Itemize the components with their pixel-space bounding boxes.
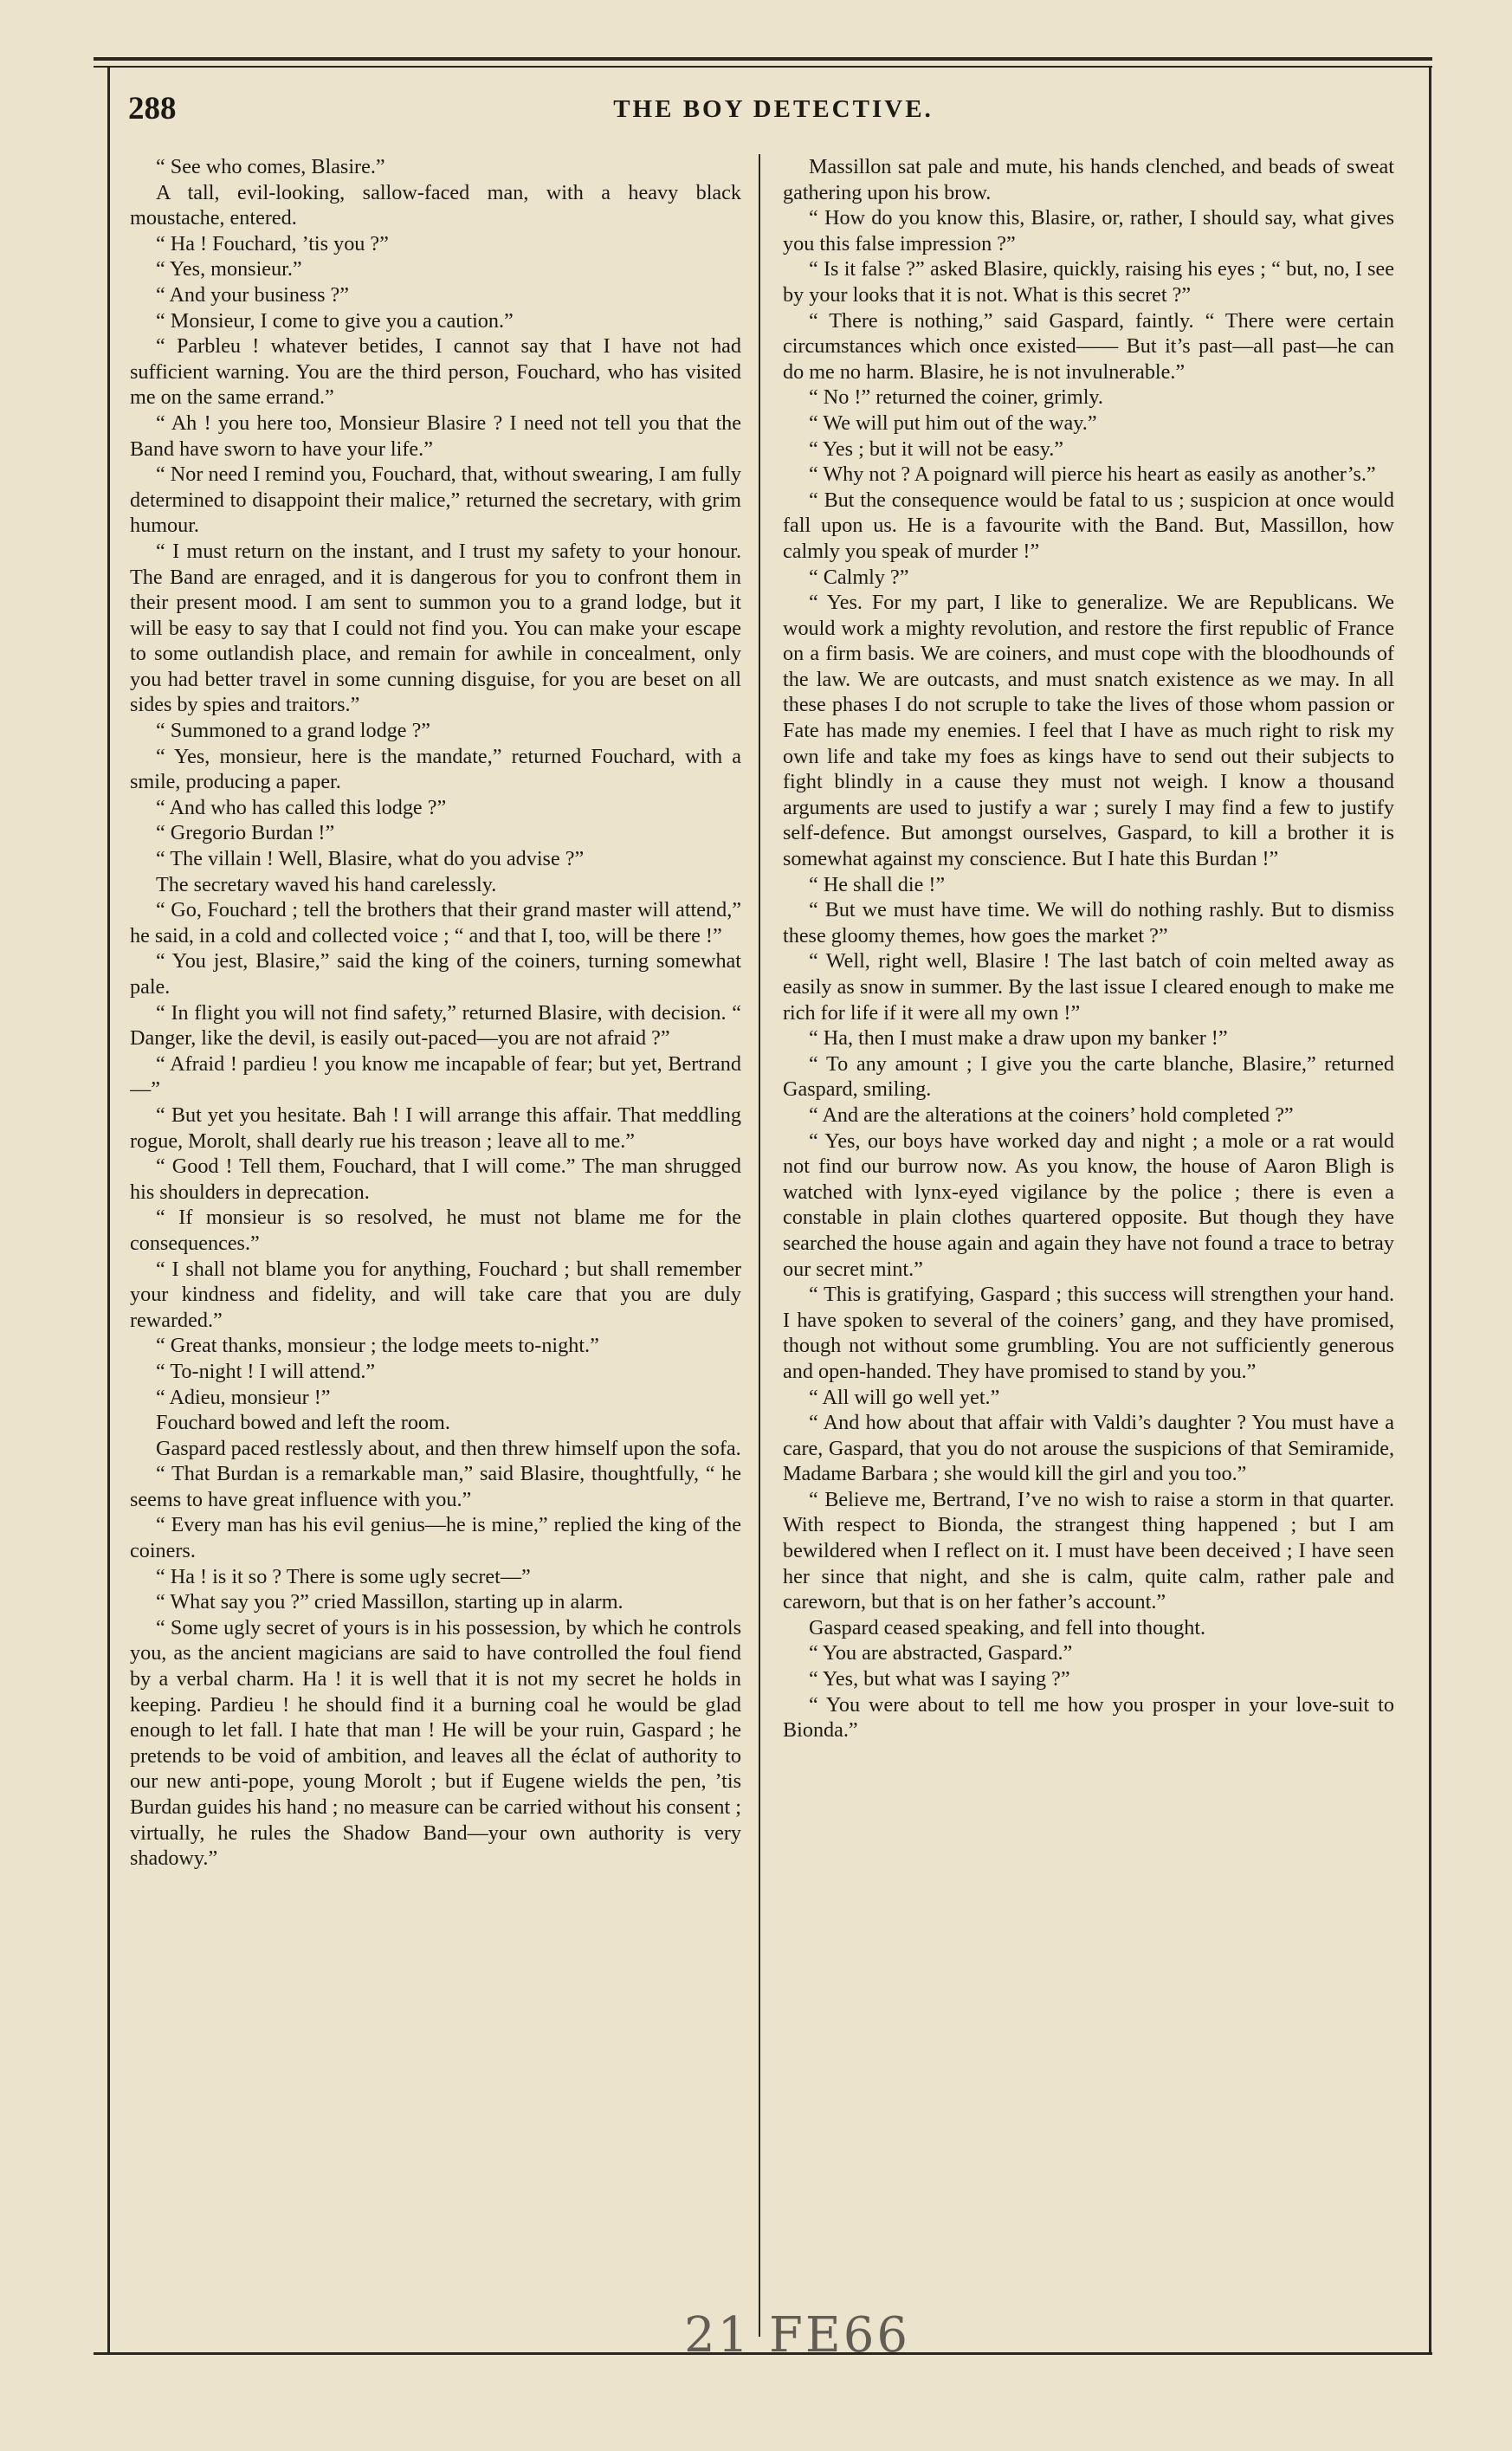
paragraph: “ Go, Fouchard ; tell the brothers that their grand master will attend,” he said, in a cold and collected voice ; “ and that I, too, will be there !” bbox=[130, 898, 741, 947]
paragraph: “ Ha, then I must make a draw upon my banker !” bbox=[809, 1026, 1228, 1051]
paragraph: “ But we must have time. We will do nothing rashly. But to dismiss these gloomy themes, how goes the market ?” bbox=[783, 898, 1394, 947]
paragraph: “ No !” returned the coiner, grimly. bbox=[809, 385, 1103, 410]
paragraph: “ In flight you will not find safety,” returned Blasire, with decision. “ Danger, like the devil, is easily out-paced—you are not afraid ?” bbox=[130, 1000, 741, 1051]
paragraph: “ He shall die !” bbox=[809, 872, 946, 896]
paragraph: “ Calmly ?” bbox=[809, 565, 909, 589]
paragraph: “ Adieu, monsieur !” bbox=[156, 1385, 331, 1409]
paragraph: Fouchard bowed and left the room. bbox=[156, 1411, 450, 1435]
paragraph: A tall, evil-looking, sallow-faced man, with a heavy black moustache, entered. bbox=[130, 180, 741, 230]
paragraph: “ And are the alterations at the coiners’ hold completed ?” bbox=[809, 1103, 1294, 1127]
top-border-rule-thin bbox=[94, 66, 1432, 68]
paragraph: “ And who has called this lodge ?” bbox=[156, 795, 447, 819]
paragraph: “ But yet you hesitate. Bah ! I will arrange this affair. That meddling rogue, Morolt, shall dearly rue his treason ; leave all to me.” bbox=[130, 1103, 741, 1153]
paragraph: “ Yes, monsieur, here is the mandate,” returned Fouchard, with a smile, producing a paper. bbox=[130, 744, 741, 794]
paragraph: Gaspard ceased speaking, and fell into thought. bbox=[809, 1615, 1206, 1639]
paragraph: “ But the consequence would be fatal to us ; suspicion at once would fall upon us. He is a favourite with the Band. But, Massillon, how calmly you speak of murder !” bbox=[783, 488, 1394, 563]
paragraph: “ Yes, our boys have worked day and night ; a mole or a rat would not find our burrow now. As you know, the house of Aaron Bligh is watched with lynx-eyed vigilance by the police ; there is even a constable in plain clothes quartered opposite. But though they have searched the house again and again they have not found a trace to betray our secret mint.” bbox=[783, 1128, 1394, 1281]
paragraph: “ Yes, monsieur.” bbox=[156, 257, 302, 281]
paragraph: “ To-night ! I will attend.” bbox=[156, 1359, 376, 1383]
column-divider bbox=[759, 154, 760, 2337]
paragraph: “ See who comes, Blasire.” bbox=[156, 155, 385, 178]
library-date-stamp: 21 FE66 bbox=[684, 2307, 911, 2364]
paragraph: “ Nor need I remind you, Fouchard, that, without swearing, I am fully determined to disappoint their malice,” returned the secretary, with grim humour. bbox=[130, 462, 741, 538]
paragraph: “ What say you ?” cried Massillon, starting up in alarm. bbox=[156, 1590, 624, 1614]
paragraph: “ That Burdan is a remarkable man,” said Blasire, thoughtfully, “ he seems to have great influence with you.” bbox=[130, 1462, 741, 1511]
paragraph: “ The villain ! Well, Blasire, what do you advise ?” bbox=[156, 847, 585, 871]
paragraph: “ Yes, but what was I saying ?” bbox=[809, 1667, 1070, 1691]
paragraph: “ Believe me, Bertrand, I’ve no wish to raise a storm in that quarter. With respect to Bionda, the strangest thing happened ; but I am bewildered when I reflect on it. I must have been deceived ; I have seen her since that night, and she is calm, quite calm, rather pale and careworn, but that is on her father’s account.” bbox=[783, 1487, 1394, 1614]
paragraph: “ To any amount ; I give you the carte blanche, Blasire,” returned Gaspard, smiling. bbox=[783, 1051, 1394, 1102]
paragraph: “ Gregorio Burdan !” bbox=[156, 821, 335, 845]
page-number: 288 bbox=[128, 91, 177, 126]
paragraph: “ I must return on the instant, and I trust my safety to your honour. The Band are enraged, and it is dangerous for you to confront them in their present mood. I am sent to summon you to a grand lodge, but it will be easy to say that I could not find you. You can make your escape to some outlandish place, and remain for awhile in concealment, only you had better travel in some cunning disguise, for you are beset on all sides by spies and traitors.” bbox=[130, 539, 741, 717]
paragraph: “ Well, right well, Blasire ! The last batch of coin melted away as easily as snow in summer. By the last issue I cleared enough to make me rich for life if it were all my own !” bbox=[783, 949, 1394, 1025]
paragraph: “ You jest, Blasire,” said the king of the coiners, turning somewhat pale. bbox=[130, 949, 741, 999]
paragraph: “ Yes ; but it will not be easy.” bbox=[809, 437, 1064, 461]
paragraph: “ Monsieur, I come to give you a caution.” bbox=[156, 308, 514, 333]
paragraph: Massillon sat pale and mute, his hands clenched, and beads of sweat gathering upon his brow. bbox=[783, 155, 1394, 204]
paragraph: The secretary waved his hand carelessly. bbox=[156, 872, 497, 896]
paragraph: “ You were about to tell me how you prosper in your love-suit to Bionda.” bbox=[783, 1692, 1394, 1743]
paragraph: “ Is it false ?” asked Blasire, quickly, raising his eyes ; “ but, no, I see by your looks that it is not. What is this secret ?” bbox=[783, 257, 1394, 307]
top-border-rule bbox=[94, 57, 1432, 61]
paragraph: “ You are abstracted, Gaspard.” bbox=[809, 1641, 1073, 1665]
paragraph: “ And your business ?” bbox=[156, 282, 350, 307]
left-border-rule bbox=[107, 66, 110, 2352]
paragraph: “ Some ugly secret of yours is in his possession, by which he controls you, as the ancient magicians are said to have controlled the foul fiend by a verbal charm. Ha ! it is well that it is not my secret he holds in keeping. Pardieu ! he should find it a burning coal he would be glad enough to let fall. I hate that man ! He will be your ruin, Gaspard ; he pretends to be void of ambition, and leaves all the éclat of authority to our new anti-pope, young Morolt ; but if Eugene wields the pen, ’tis Burdan guides his hand ; no measure can be carried without his consent ; virtually, he rules the Shadow Band—your own authority is very shadowy.” bbox=[130, 1615, 741, 1871]
paragraph: “ All will go well yet.” bbox=[809, 1385, 1000, 1409]
page-header bbox=[128, 90, 1418, 133]
paragraph: “ There is nothing,” said Gaspard, faintly. “ There were certain circumstances which once existed—— But it’s past—all past—he can do me no harm. Blasire, he is not invulnerable.” bbox=[783, 308, 1394, 384]
paragraph: “ Ha ! is it so ? There is some ugly secret—” bbox=[156, 1564, 531, 1588]
right-text-column bbox=[783, 154, 1394, 2345]
paragraph: “ How do you know this, Blasire, or, rather, I should say, what gives you this false impression ?” bbox=[783, 206, 1394, 255]
running-title: THE BOY DETECTIVE. bbox=[613, 95, 934, 123]
paragraph: “ We will put him out of the way.” bbox=[809, 411, 1097, 435]
right-border-rule bbox=[1429, 66, 1431, 2352]
paragraph: “ Ha ! Fouchard, ’tis you ?” bbox=[156, 231, 389, 255]
paragraph: “ And how about that affair with Valdi’s daughter ? You must have a care, Gaspard, that you do not arouse the suspicions of that Semiramide, Madame Barbara ; she would kill the girl and you too.” bbox=[783, 1411, 1394, 1486]
paragraph: “ Parbleu ! whatever betides, I cannot say that I have not had sufficient warning. You are the third person, Fouchard, who has visited me on the same errand.” bbox=[130, 334, 741, 410]
paragraph: “ Afraid ! pardieu ! you know me incapable of fear; but yet, Bertrand—” bbox=[130, 1051, 741, 1102]
paragraph: “ If monsieur is so resolved, he must not blame me for the consequences.” bbox=[130, 1206, 741, 1255]
paragraph: “ Summoned to a grand lodge ?” bbox=[156, 719, 431, 743]
paragraph: “ Ah ! you here too, Monsieur Blasire ? I need not tell you that the Band have sworn to have your life.” bbox=[130, 411, 741, 461]
paragraph: “ I shall not blame you for anything, Fouchard ; but shall remember your kindness and fidelity, and will take care that you are duly rewarded.” bbox=[130, 1257, 741, 1332]
paragraph: Gaspard paced restlessly about, and then threw himself upon the sofa. bbox=[156, 1436, 741, 1460]
paragraph: “ Why not ? A poignard will pierce his heart as easily as another’s.” bbox=[809, 462, 1376, 487]
paragraph: “ This is gratifying, Gaspard ; this success will strengthen your hand. I have spoken to several of the coiners’ gang, and they have promised, though not without some grumbling. You are not sufficiently generous and open-handed. They have promised to stand by you.” bbox=[783, 1283, 1394, 1383]
left-text-column bbox=[130, 154, 741, 2345]
paragraph: “ Every man has his evil genius—he is mine,” replied the king of the coiners. bbox=[130, 1513, 741, 1563]
paragraph: “ Yes. For my part, I like to generalize. We are Republicans. We would work a mighty revolution, and restore the first republic of France on a firm basis. We are coiners, and must cope with the bloodhounds of the law. We are outcasts, and must snatch existence as we may. In all these phases I do not scruple to take the lives of those whom passion or Fate has made my enemies. I feel that I have as much right to risk my own life and take my foes as kings have to send out their subjects to fight blindly in a cause they must not weigh. I know a thousand arguments are used to justify a war ; surely I may find a few to justify self-defence. But amongst ourselves, Gaspard, to kill a brother it is somewhat against my conscience. But I hate this Burdan !” bbox=[783, 591, 1394, 871]
paragraph: “ Great thanks, monsieur ; the lodge meets to-night.” bbox=[156, 1334, 599, 1358]
paragraph: “ Good ! Tell them, Fouchard, that I will come.” The man shrugged his shoulders in deprecation. bbox=[130, 1154, 741, 1204]
